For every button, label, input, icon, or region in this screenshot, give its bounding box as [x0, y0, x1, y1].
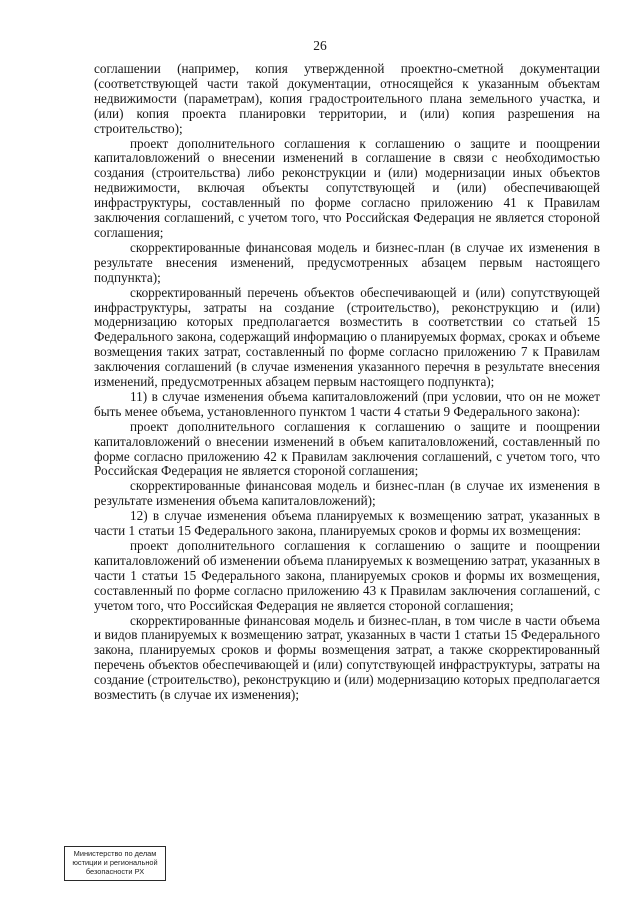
- stamp-line-3: безопасности РХ: [85, 867, 145, 877]
- paragraph-draft-agreement-reimbursement: проект дополнительного соглашения к соглашению о защите и поощрении капиталовложений об изменении объема планируемых к возмещению затрат, указанных в части 1 статьи 15 Федерального закона, планируемых сроков и формы их возмещения, составленный по форме согласно приложению 43 к Правилам заключения соглашений, с учетом того, что Российская Федерация не является стороной соглашения;: [94, 538, 600, 613]
- paragraph-adjusted-financial-model-investment: скорректированные финансовая модель и бизнес-план (в случае их изменения в результате изменения объема капиталовложений);: [94, 478, 600, 509]
- paragraph-draft-agreement-investment-volume: проект дополнительного соглашения к соглашению о защите и поощрении капиталовложений о внесении изменений в объем капиталовложений, составленный по форме согласно приложению 42 к Правилам заключения соглашений, с учетом того, что Российская Федерация не является стороной соглашения;: [94, 418, 600, 479]
- stamp-line-2: юстиции и региональной: [72, 858, 158, 868]
- paragraph-adjusted-infrastructure-list: скорректированный перечень объектов обеспечивающей и (или) сопутствующей инфраструктуры, затраты на создание (строительство), реконструкцию и (или) модернизацию которых предполагается возместить в соответствии со статьей 15 Федерального закона, содержащий информацию о планируемых формах, сроках и объеме возмещения таких затрат, составленный по форме согласно приложению 7 к Правилам заключения соглашений (в случае изменения указанного перечня в результате внесения изменений, предусмотренных абзацем первым настоящего подпункта);: [94, 284, 600, 390]
- document-body: [94, 62, 600, 703]
- page-number: 26: [313, 38, 327, 53]
- paragraph-adjusted-financial-model-reimbursement: скорректированные финансовая модель и бизнес-план, в том числе в части объема и видов планируемых к возмещению затрат, указанных в части 1 статьи 15 Федерального закона, планируемых сроков и формы возмещения затрат, а также скорректированный перечень объектов обеспечивающей и (или) сопутствующей инфраструктуры, затраты на создание (строительство), реконструкцию и (или) модернизацию которых предполагается возместить (в случае их изменения);: [94, 612, 600, 703]
- paragraph-draft-agreement-reconstruction: проект дополнительного соглашения к соглашению о защите и поощрении капиталовложений о внесении изменений в соглашение в связи с необходимостью создания (строительства) либо реконструкции и (или) модернизации иных объектов недвижимости, включая объекты сопутствующей и (или) обеспечивающей инфраструктуры, составленный по форме согласно приложению 41 к Правилам заключения соглашений, с учетом того, что Российская Федерация не является стороной соглашения;: [94, 135, 600, 240]
- paragraph-adjusted-financial-model: скорректированные финансовая модель и бизнес-план (в случае их изменения в результате внесения изменений, предусмотренных абзацем первым настоящего подпункта);: [94, 239, 600, 285]
- paragraph-item-11: 11) в случае изменения объема капиталовложений (при условии, что он не может быть менее объема, установленного пунктом 1 части 4 статьи 9 Федерального закона):: [94, 388, 600, 419]
- paragraph-continuation: соглашении (например, копия утвержденной проектно-сметной документации (соответствующей части такой документации, относящейся к указанным объектам недвижимости (параметрам), копия градостроительного плана земельного участка, и (или) копия проекта планировки территории, и (или) копия разрешения на строительство);: [94, 61, 600, 136]
- ministry-stamp: [64, 846, 166, 881]
- paragraph-item-12: 12) в случае изменения объема планируемых к возмещению затрат, указанных в части 1 статьи 15 Федерального закона, планируемых сроков и формы их возмещения:: [94, 508, 600, 539]
- stamp-line-1: Министерство по делам: [73, 849, 157, 858]
